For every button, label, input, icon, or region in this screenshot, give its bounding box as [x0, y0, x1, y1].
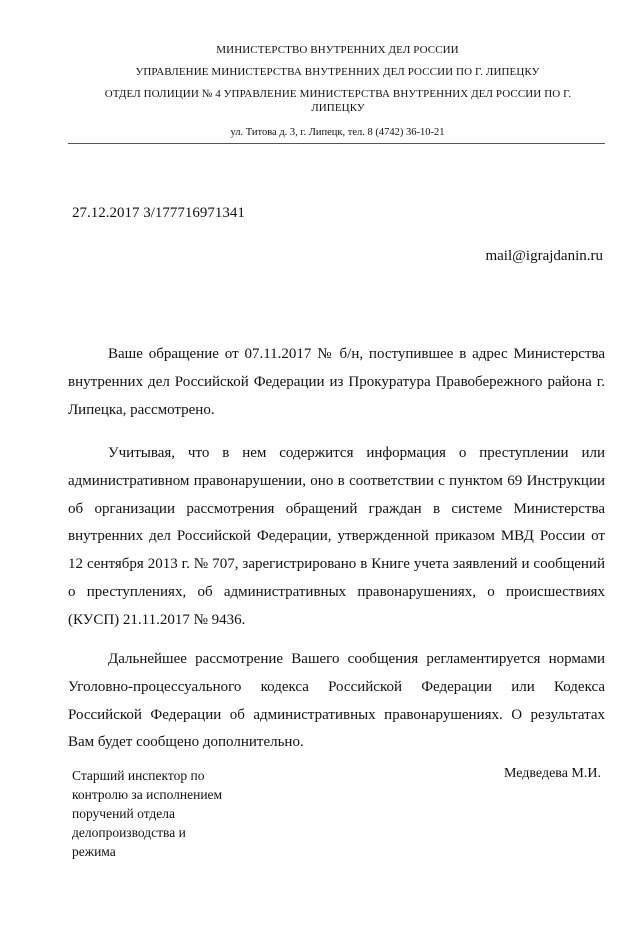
signatory-title: Старший инспектор по контролю за исполнением поручений отдела делопроизводства и режима — [72, 768, 223, 859]
header-ministry: МИНИСТЕРСТВО ВНУТРЕННИХ ДЕЛ РОССИИ — [216, 44, 459, 56]
letter-paragraph-3 — [68, 646, 605, 757]
recipient-email: mail@igrajdanin.ru — [485, 248, 603, 264]
paragraph-text: Дальнейшее рассмотрение Вашего сообщения регламентируется нормами Уголовно-процессуального кодекса Российской Федерации или Кодекса Российской Федерации об административных правонарушениях. О результатах Вам будет сообщено дополнительно. — [68, 651, 605, 751]
signatory-name: Медведева М.И. — [503, 766, 601, 781]
document-reference: 27.12.2017 3/177716971341 — [72, 205, 245, 221]
header-divider — [68, 143, 605, 144]
header-address: ул. Титова д. 3, г. Липецк, тел. 8 (4742) 36-10-21 — [230, 127, 445, 138]
letter-paragraph-2 — [68, 440, 605, 635]
letter-paragraph-1 — [68, 341, 605, 424]
paragraph-text: Ваше обращение от 07.11.2017 № б/н, поступившее в адрес Министерства внутренних дел Российской Федерации из Прокуратура Правобережного района г. Липецка, рассмотрено. — [68, 346, 605, 418]
header-department: УПРАВЛЕНИЕ МИНИСТЕРСТВА ВНУТРЕННИХ ДЕЛ РОССИИ ПО Г. ЛИПЕЦКУ — [135, 66, 540, 78]
paragraph-text: Учитывая, что в нем содержится информация о преступлении или административном правонарушении, оно в соответствии с пунктом 69 Инструкции об организации рассмотрения обращений граждан в системе Министерства внутренних дел Российской Федерации, утвержденной приказом МВД России от 12 сентября 2013 г. № 707, зарегистрировано в Книге учета заявлений и сообщений о преступлениях, об административных правонарушениях, о происшествиях (КУСП) 21.11.2017 № 9436. — [68, 445, 605, 628]
header-police-unit: ОТДЕЛ ПОЛИЦИИ № 4 УПРАВЛЕНИЕ МИНИСТЕРСТВА ВНУТРЕННИХ ДЕЛ РОССИИ ПО Г. ЛИПЕЦКУ — [104, 88, 572, 114]
